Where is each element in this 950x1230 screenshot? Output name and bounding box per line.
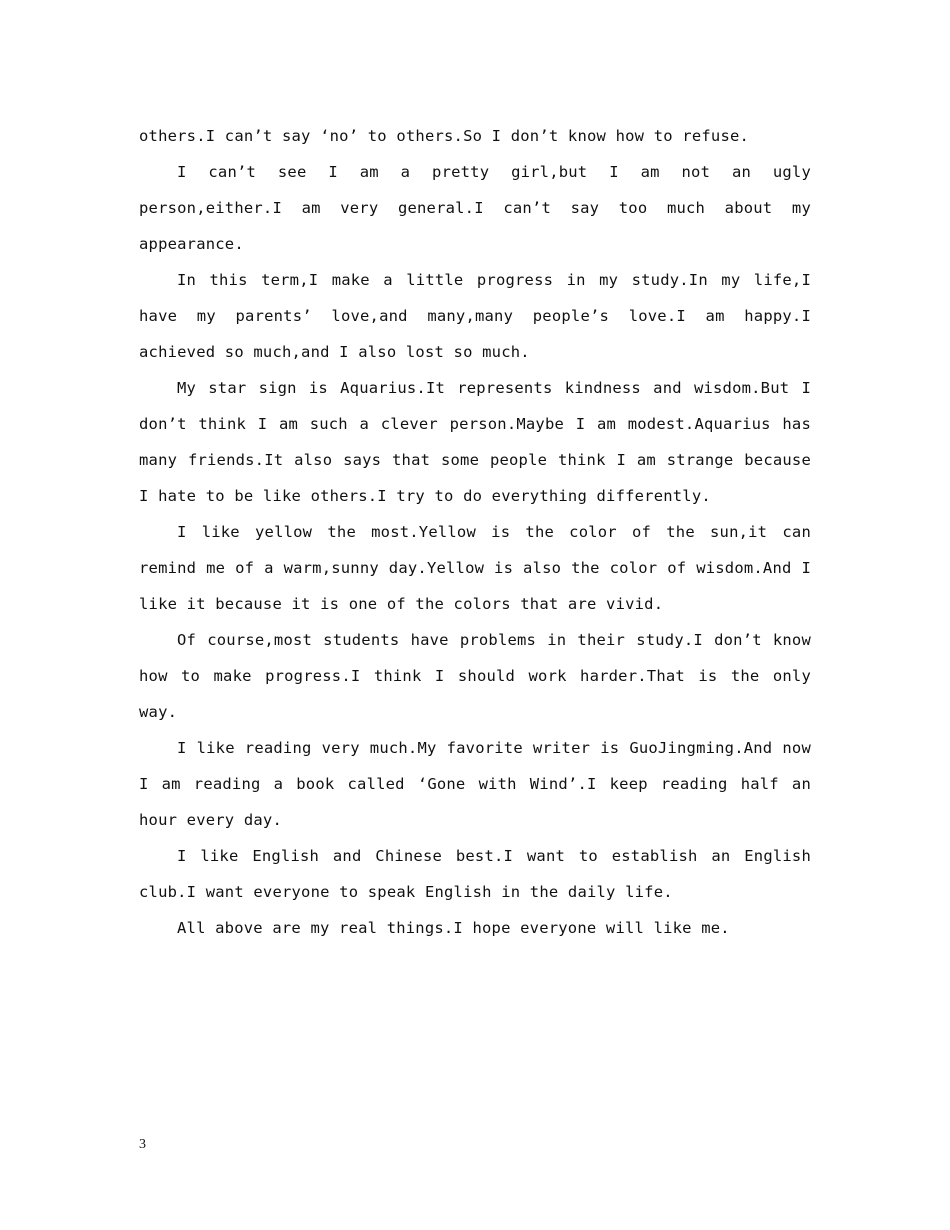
paragraph-6: Of course,most students have problems in their study.I don’t know how to make progress.I think I should work harder.That is the only way. <box>139 631 811 721</box>
paragraph-4: My star sign is Aquarius.It represents kindness and wisdom.But I don’t think I am such a clever person.Maybe I am modest.Aquarius has many friends.It also says that some people think I am strange because I hate to be like others.I try to do everything differently. <box>139 379 811 505</box>
paragraph-2: I can’t see I am a pretty girl,but I am not an ugly person,either.I am very general.I can’t say too much about my appearance. <box>139 163 811 253</box>
body-text <box>139 118 811 946</box>
paragraph-8: I like English and Chinese best.I want to establish an English club.I want everyone to speak English in the daily life. <box>139 847 811 901</box>
paragraph-5: I like yellow the most.Yellow is the color of the sun,it can remind me of a warm,sunny day.Yellow is also the color of wisdom.And I like it because it is one of the colors that are vivid. <box>139 523 811 613</box>
paragraph-7: I like reading very much.My favorite writer is GuoJingming.And now I am reading a book called ‘Gone with Wind’.I keep reading half an hour every day. <box>139 739 811 829</box>
paragraph-9: All above are my real things.I hope everyone will like me. <box>177 919 730 937</box>
paragraph-1: others.I can’t say ‘no’ to others.So I don’t know how to refuse. <box>139 127 750 145</box>
page-number: 3 <box>139 1137 146 1152</box>
paragraph-3: In this term,I make a little progress in my study.In my life,I have my parents’ love,and many,many people’s love.I am happy.I achieved so much,and I also lost so much. <box>139 271 811 361</box>
